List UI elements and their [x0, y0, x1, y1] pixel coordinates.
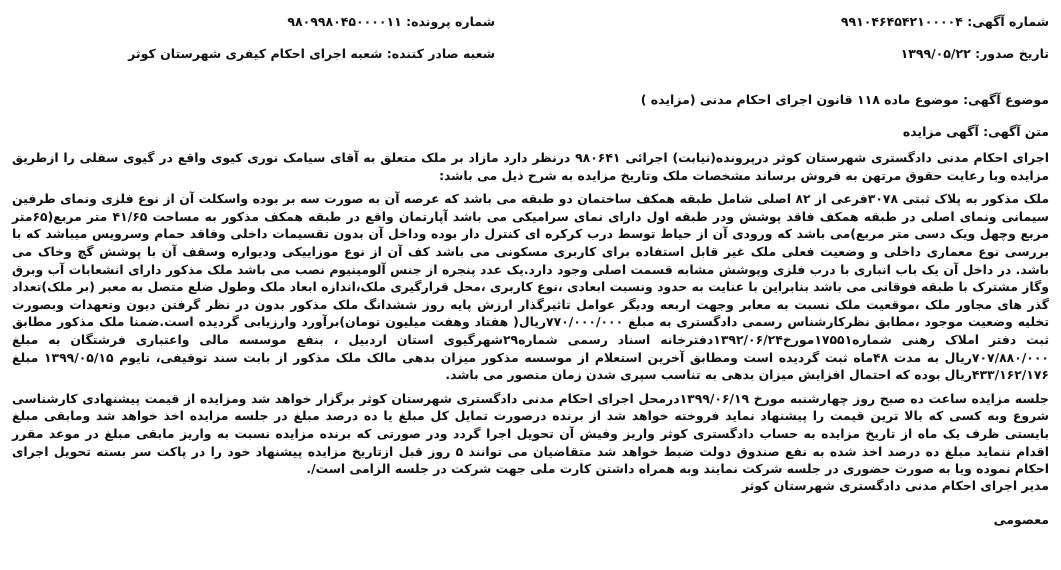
- body-paragraph-auction: جلسه مزایده ساعت ده صبح روز چهارشنبه مورخ ۱۳۹۹/۰۶/۱۹درمحل اجرای احکام مدنی دادگستری شهرستان کوثر برگزار خواهد شد ومزایده از قیمت پیشنهادی کارشناسی شروع وبه کسی که بالا ترین قیمت را پیشنهاد نماید فروخته خواهد شد از برنده درصورت تمایل کل مبلغ یا ده درصد مبلغ در جلسه مزایده اخذ خواهد شد ومابقی مبلغ بایستی ظرف یک ماه از تاریخ مزایده به حساب دادگستری کوثر واریز وفیش آن تحویل اجرا گردد ودر صورتی که برنده مزایده نسبت به واریز مابقی مبلغ در موعد مقرر اقدام ننماید مبلغ ده درصد اخذ شده به نفع صندوق دولت ضبط خواهد شد متقاضیان می توانند ۵ روز قبل ازتاریخ مزایده پیشنهاد خود را در پاکت سر بسته تحویل اجرای احکام نموده ویا به صورت حضوری در جلسه شرکت نمایند وبه همراه داشتن کارت ملی جهت شرکت در جلسه الزامی است/.: [12, 390, 1049, 477]
- notice-text-label: متن آگهی:: [983, 124, 1049, 139]
- ad-number-label: شماره آگهی:: [967, 14, 1049, 29]
- issuer-label: شعبه صادر کننده:: [386, 46, 495, 61]
- notice-text-value: آگهی مزایده: [902, 124, 979, 139]
- file-number-value: ۹۸۰۹۹۸۰۴۵۰۰۰۰۱۱: [287, 14, 402, 29]
- body-paragraph-intro: اجرای احکام مدنی دادگستری شهرستان کوثر درپرونده(نیابت) اجرائی ۹۸۰۶۴۱ درنظر دارد مازاد بر ملک متعلق به آقای سیامک نوری کیوی واقع در گیوی سفلی را ازطریق مزایده وبا رعایت حقوق مرتهن به فروش برساند مشخصات ملک وتاریخ مزایده به شرح ذیل می باشد:: [12, 150, 1049, 183]
- subject: [641, 92, 1049, 107]
- file-number: [287, 14, 495, 29]
- ad-number-value: ۹۹۱۰۴۶۴۵۴۲۱۰۰۰۰۴: [840, 14, 963, 29]
- issuer: [128, 46, 495, 61]
- issuer-value: شعبه اجرای احکام کیفری شهرستان کوثر: [128, 46, 383, 61]
- notice-body: [12, 149, 1049, 484]
- subject-label: موضوع آگهی:: [963, 92, 1049, 107]
- issue-date-value: ۱۳۹۹/۰۵/۲۲: [900, 46, 971, 61]
- notice-document: [6, 8, 1055, 564]
- notice-text-heading: [903, 124, 1049, 139]
- file-number-label: شماره پرونده:: [406, 14, 495, 29]
- signature-title: مدیر اجرای احکام مدنی دادگستری شهرستان کوثر: [741, 478, 1049, 493]
- issue-date: [901, 46, 1049, 61]
- body-paragraph-property: ملک مذکور به پلاک ثبتی ۳۰۷۸فرعی از ۸۲ اصلی شامل طبقه همکف ساختمان دو طبقه می باشد که عرصه آن به صورت سه بر بوده واسکلت آن از نوع فلزی ونمای طرفین سیمانی ونمای اصلی در طبقه همکف فاقد پوشش ودر طبقه اول دارای نمای سرامیکی می باشد آپارتمان واقع در طبقه همکف مذکور به مساحت ۴۱/۶۵ متر مربع(۶۵متر مربع وچهل ویک دسی متر مربع)می باشد که ورودی آن از حیاط توسط درب کرکره ای کنترل دار بوده وداخل آن بدون تقسیمات داخلی وفاقد حمام وسرویس میباشد که با بررسی نوع معماری داخلی و وضعیت فعلی ملک غیر قابل استفاده برای کاربری مسکونی می باشد کف آن از نوع موزاییکی ودیواره وسقف آن با پوشش گچ وخاک می باشد. در داخل آن یک باب انباری با درب فلزی وپوشش مشابه قسمت اصلی وجود دارد.یک عدد پنجره از جنس آلومینیوم نصب می باشد ملک مذکور دارای انشعابات آب وبرق وگاز مشترک با طبقه فوقانی می باشد بنابراین با عنایت به حدود ونسبت ابعادی ،نوع کاربری ،محل قرارگیری ملک،اندازه ابعاد ملک وطول ضلع متصل به معبر (بر ملک)تعداد گذر های مجاور ملک ،موقعیت ملک نسبت به معابر وجهت اربعه ودیگر عوامل تاثیرگذار ارزش پایه روز ششدانگ ملک مذکور بدون در نظر گرفتن دیون وتعهدات وبصورت تخلیه وضعیت موجود ،مطابق نظرکارشناس رسمی دادگستری به مبلغ ۷۷۰/۰۰۰/۰۰۰ریال( هفتاد وهفت میلیون تومان)برآورد وارزیابی گردیده است.ضمنا ملک مذکور مطابق ثبت دفتر املاک رهنی شماره۱۷۵۵۱مورخ۱۳۹۲/۰۶/۲۴دفترخانه اسناد رسمی شماره۲۹شهرگیوی استان اردبیل ، بنفع موسسه مالی واعتباری فرشتگان به مبلغ ۷۰۷/۸۸۰/۰۰۰ریال به مدت ۴۸ماه ثبت گردیده است ومطابق آخرین استعلام از موسسه مذکور میزان بدهی مالک ملک مذکور از بابت سند توقیفی، تایوم ۱۳۹۹/۰۵/۱۵ مبلغ ۴۳۳/۱۶۲/۱۷۶ریال بوده که احتمال افزایش میزان بدهی به تناسب سپری شدن زمان متصور می باشد.: [12, 191, 1049, 383]
- subject-value: موضوع ماده ۱۱۸ قانون اجرای احکام مدنی (مزایده ): [640, 92, 959, 107]
- issue-date-label: تاریخ صدور:: [975, 46, 1049, 61]
- signature-name: معصومی: [993, 512, 1049, 527]
- ad-number: [841, 14, 1049, 29]
